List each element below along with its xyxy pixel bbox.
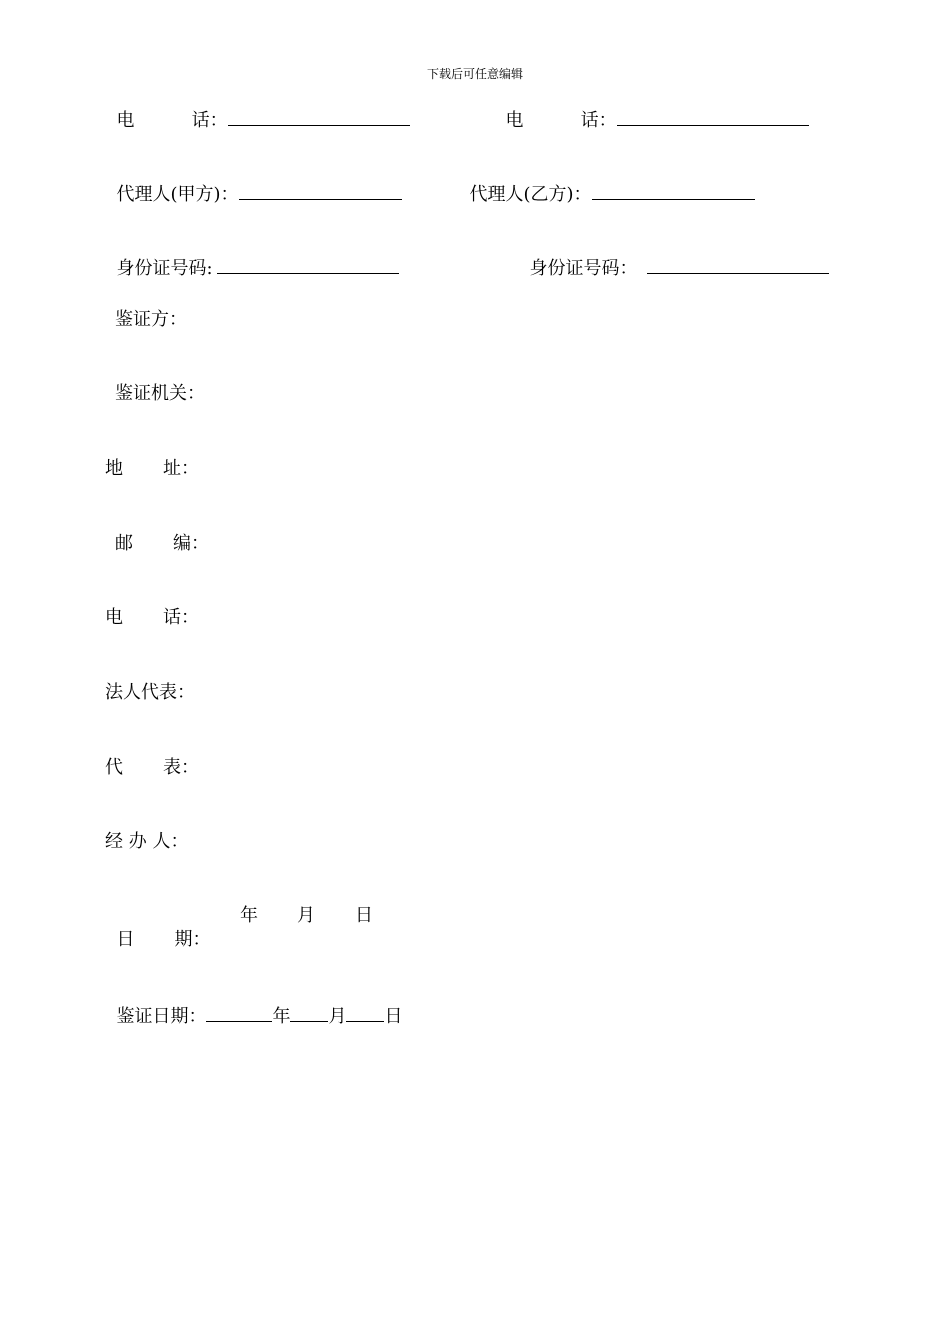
date-month: 月 [297,905,315,926]
agent-b-blank[interactable] [592,181,755,200]
phone-right-row [494,83,809,133]
phone-right-blank[interactable] [617,107,809,126]
date-year: 年 [240,905,258,926]
date-label: 日 期： [116,929,211,950]
phone-left-blank[interactable] [228,107,410,126]
id-right-label: 身份证号码： [529,258,638,279]
verifier-postcode-label: 邮 编： [115,533,210,554]
agent-b-label: 代理人(乙方)： [469,184,592,205]
phone-right-label: 电 话： [505,110,617,131]
verify-month-label: 月 [328,1006,347,1027]
verifier-rep-label: 代 表： [105,757,200,778]
verify-day-blank[interactable] [346,1003,384,1022]
verify-day-label: 日 [384,1006,403,1027]
verify-month-blank[interactable] [290,1003,328,1022]
verifier-phone-label: 电 话： [105,607,200,628]
verify-year-label: 年 [272,1006,291,1027]
verify-year-blank[interactable] [206,1003,272,1022]
verifier-address-label: 地 址： [105,458,200,479]
verifier-party-label: 鉴证方： [115,309,187,330]
verify-date-label: 鉴证日期： [116,1006,207,1027]
verifier-authority-label: 鉴证机关： [115,383,205,404]
id-right-row [518,231,829,281]
agent-a-label: 代理人(甲方)： [116,184,239,205]
verifier-handler-label: 经 办 人： [105,831,189,852]
date-day: 日 [355,905,373,926]
agent-a-blank[interactable] [239,181,402,200]
agent-b-row [458,157,755,207]
id-left-label: 身份证号码: [116,258,213,279]
verify-date-row [105,979,402,1029]
date-row [105,904,211,952]
agent-a-row [105,157,402,207]
id-left-row [105,231,399,281]
header-note: 下载后可任意编辑 [426,67,523,81]
phone-left-label: 电 话： [116,110,228,131]
id-right-blank[interactable] [647,255,829,274]
phone-left-row [105,83,410,133]
verifier-legal-rep-label: 法人代表： [105,682,195,703]
id-left-blank[interactable] [217,255,399,274]
